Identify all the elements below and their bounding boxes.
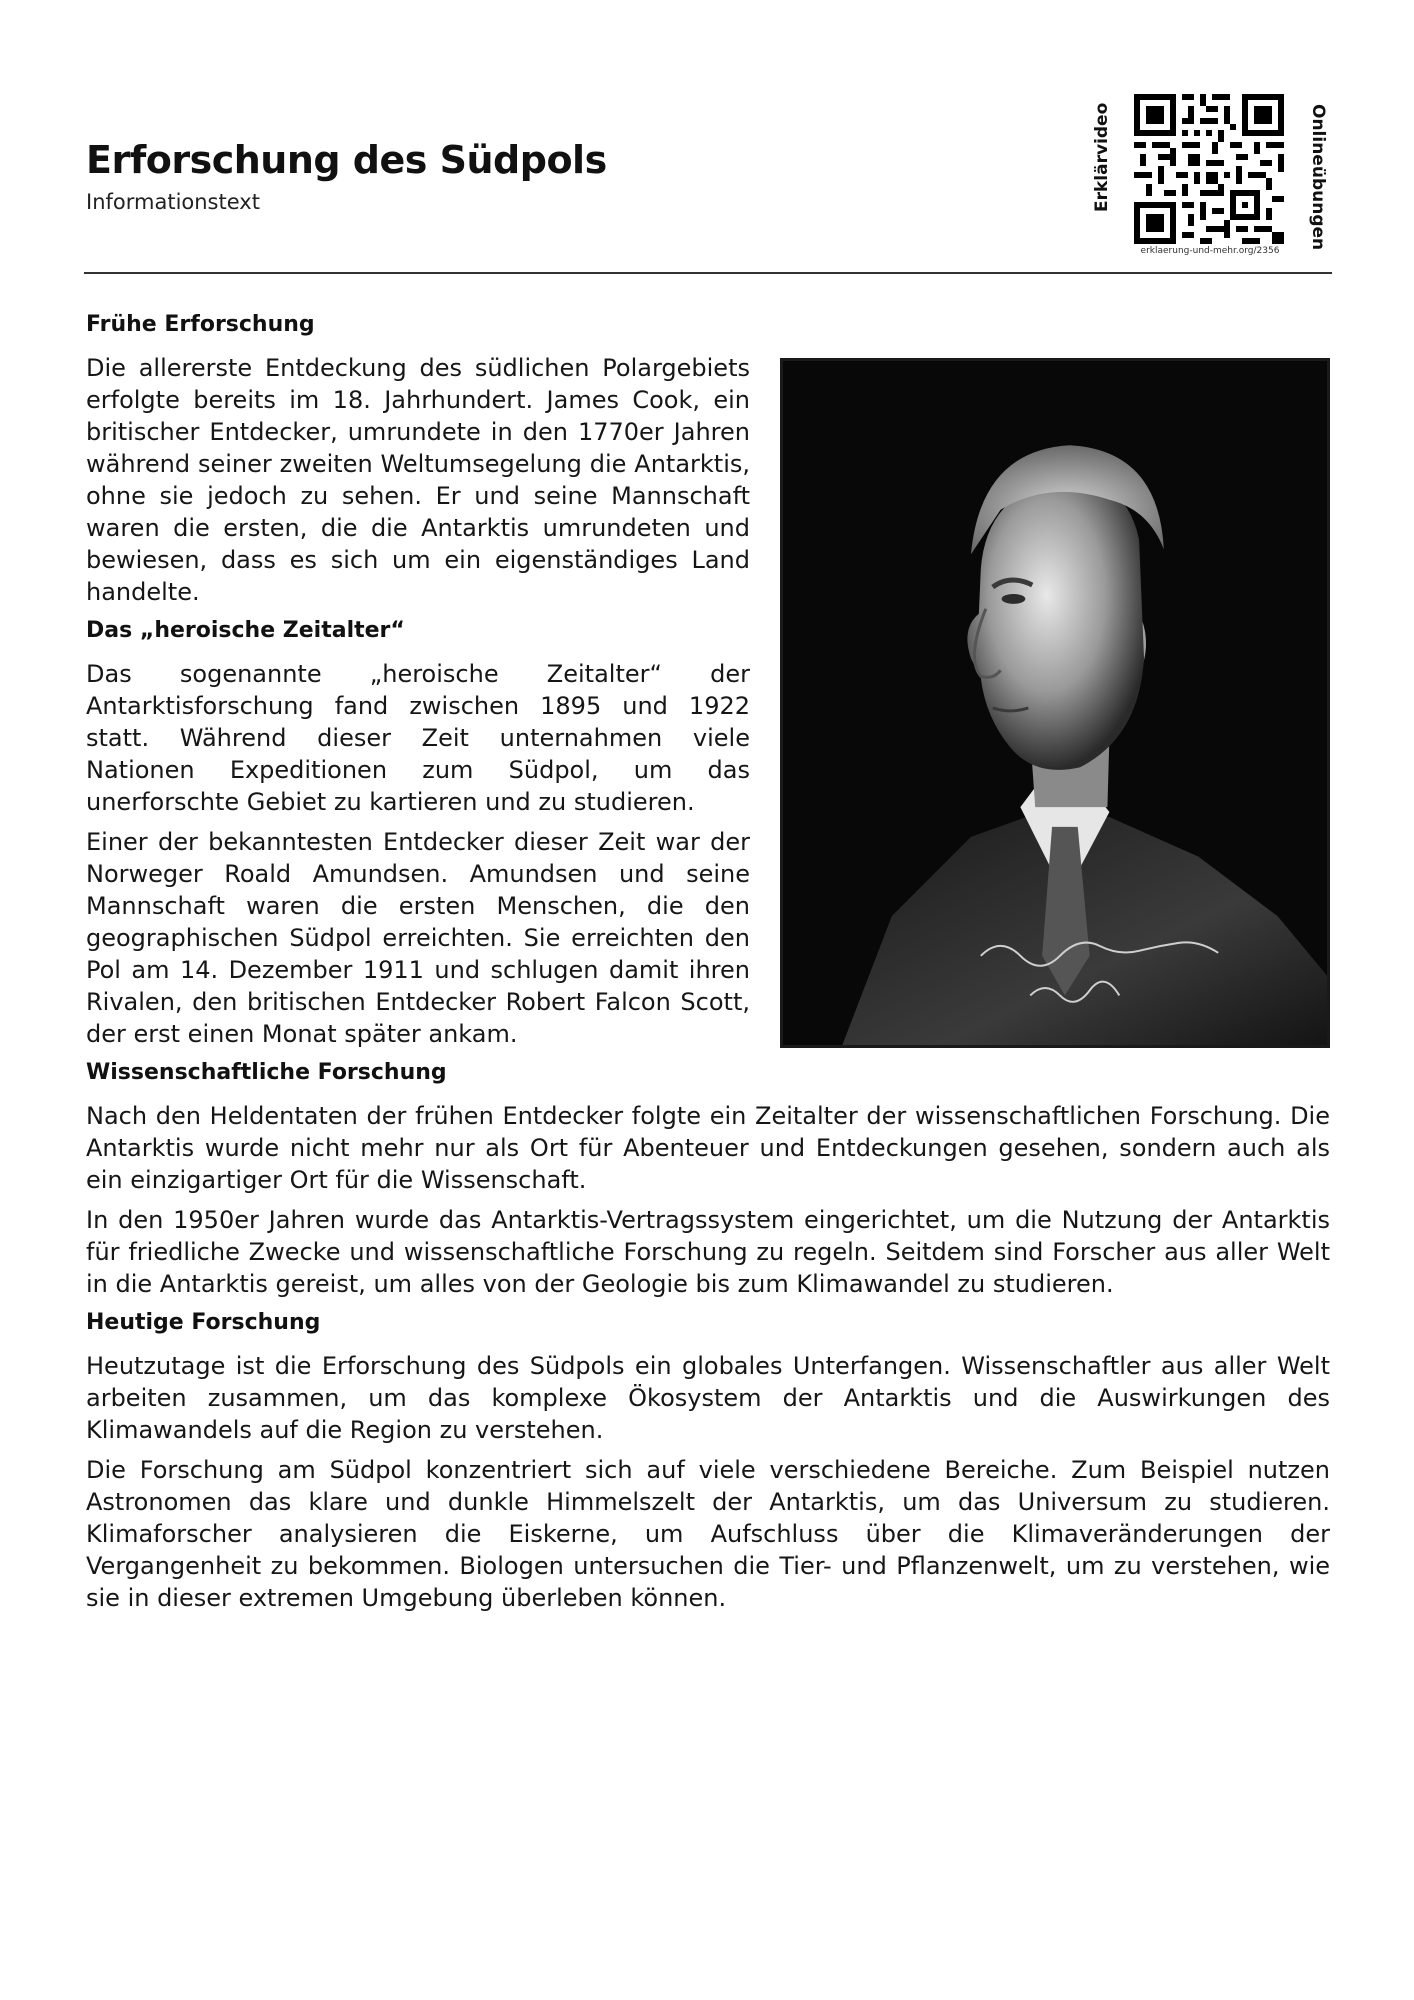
page-subtitle: Informationstext <box>86 190 260 214</box>
paragraph: Einer der bekanntesten Entdecker dieser Zeit war der Norweger Roald Amundsen. Amundsen und seine Mannschaft waren die ersten Menschen, die den geographischen Südpol erreichten. Sie erreichten den Pol am 14. Dezember 1911 und schlugen damit ihren Rivalen, den britischen Entdecker Robert Falcon Scott, der erst einen Monat später ankam. <box>86 828 750 1048</box>
paragraph: Heutzutage ist die Erforschung des Südpols ein globales Unterfangen. Wissenschaftler aus aller Welt arbeiten zusammen, um das komplexe Ökosystem der Antarktis und die Auswirkungen des Klimawandels auf die Region zu verstehen. <box>86 1352 1330 1444</box>
header-divider <box>84 272 1332 274</box>
page-title: Erforschung des Südpols <box>86 138 607 182</box>
paragraph: Die allererste Entdeckung des südlichen Polargebiets erfolgte bereits im 18. Jahrhundert. James Cook, ein britischer Entdecker, umrundete in den 1770er Jahren während seiner zweiten Weltumsegelung die Antarktis, ohne sie jedoch zu sehen. Er und seine Mannschaft waren die ersten, die die Antarktis umrundeten und bewiesen, dass es sich um ein eigenständiges Land handelte. <box>86 354 750 606</box>
section-scientific-research <box>86 1058 1330 1300</box>
amundsen-portrait-photo <box>780 358 1330 1048</box>
paragraph: Nach den Heldentaten der frühen Entdecker folgte ein Zeitalter der wissenschaftlichen Forschung. Die Antarktis wurde nicht mehr nur als Ort für Abenteuer und Entdeckungen gesehen, sondern auch als ein einzigartiger Ort für die Wissenschaft. <box>86 1102 1330 1194</box>
qr-code-icon[interactable] <box>1134 94 1284 244</box>
section-heading: Das „heroische Zeitalter“ <box>86 618 405 643</box>
qr-label-video: Erklärvideo <box>1092 102 1112 212</box>
main-content <box>86 310 1330 1622</box>
qr-code-block[interactable] <box>1090 90 1330 262</box>
portrait-image <box>783 361 1327 1045</box>
section-heading: Wissenschaftliche Forschung <box>86 1060 447 1085</box>
section-heading: Heutige Forschung <box>86 1310 321 1335</box>
paragraph: Das sogenannte „heroische Zeitalter“ der Antarktisforschung fand zwischen 1895 und 1922 statt. Während dieser Zeit unternahmen viele Nationen Expeditionen zum Südpol, um das unerforschte Gebiet zu kartieren und zu studieren. <box>86 660 750 816</box>
qr-url: erklaerung-und-mehr.org/2356 <box>1140 246 1280 256</box>
paragraph: In den 1950er Jahren wurde das Antarktis-Vertragssystem eingerichtet, um die Nutzung der Antarktis für friedliche Zwecke und wissenschaftliche Forschung zu regeln. Seitdem sind Forscher aus aller Welt in die Antarktis gereist, um alles von der Geologie bis zum Klimawandel zu studieren. <box>86 1206 1330 1298</box>
section-heading: Frühe Erforschung <box>86 312 315 337</box>
qr-label-exercises: Onlineübungen <box>1308 104 1328 251</box>
section-modern-research <box>86 1308 1330 1614</box>
paragraph: Die Forschung am Südpol konzentriert sich auf viele verschiedene Bereiche. Zum Beispiel nutzen Astronomen das klare und dunkle Himmelszelt der Antarktis, um das Universum zu studieren. Klimaforscher analysieren die Eiskerne, um Aufschluss über die Klimaveränderungen der Vergangenheit zu bekommen. Biologen untersuchen die Tier- und Pflanzenwelt, um zu verstehen, wie sie in dieser extremen Umgebung überleben können. <box>86 1456 1330 1612</box>
